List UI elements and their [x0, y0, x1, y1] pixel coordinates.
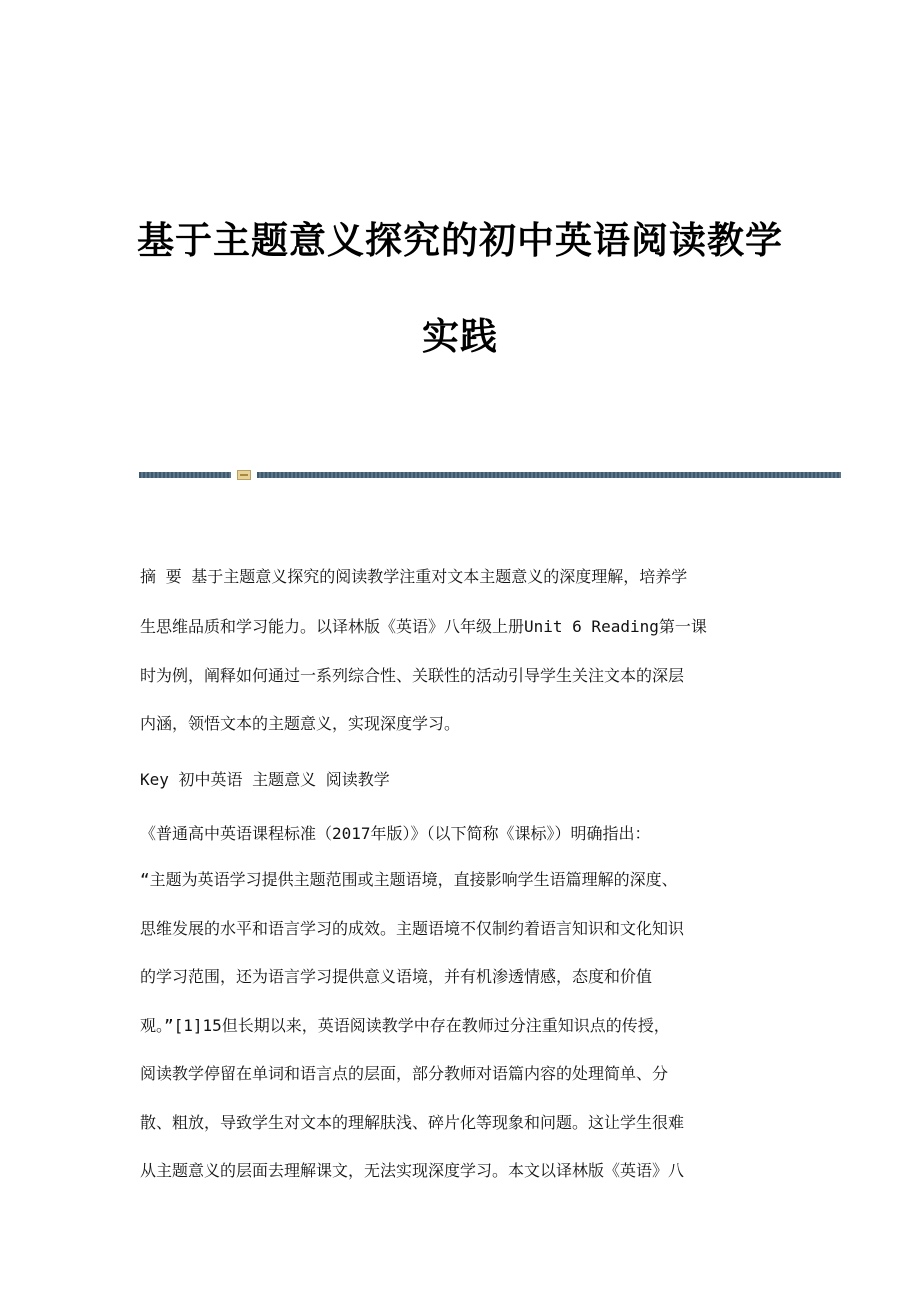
- abstract-line: 时为例，阐释如何通过一系列综合性、关联性的活动引导学生关注文本的深层: [140, 666, 685, 685]
- keywords-text: Key 初中英语 主题意义 阅读教学: [140, 770, 390, 789]
- divider-bar-left: [139, 472, 231, 478]
- abstract-line: 摘 要 基于主题意义探究的阅读教学注重对文本主题意义的深度理解，培养学: [140, 567, 688, 586]
- title-divider: [139, 469, 841, 481]
- body-line: 散、粗放，导致学生对文本的理解肤浅、碎片化等现象和问题。这让学生很难: [140, 1113, 685, 1132]
- body-line: 的学习范围，还为语言学习提供意义语境，并有机渗透情感，态度和价值: [140, 967, 653, 986]
- body-line: 阅读教学停留在单词和语言点的层面，部分教师对语篇内容的处理简单、分: [140, 1064, 669, 1083]
- body-line: 观。”[1]15但长期以来，英语阅读教学中存在教师过分注重知识点的传授，: [140, 1016, 670, 1035]
- abstract-line: 生思维品质和学习能力。以译林版《英语》八年级上册Unit 6 Reading第一课: [140, 617, 707, 636]
- body-line: “主题为英语学习提供主题范围或主题语境，直接影响学生语篇理解的深度、: [140, 870, 678, 889]
- document-title-line-2: 实践: [422, 314, 498, 358]
- divider-bar-right: [257, 472, 841, 478]
- document-title-line-1: 基于主题意义探究的初中英语阅读教学: [137, 218, 783, 262]
- body-line: 思维发展的水平和语言学习的成效。主题语境不仅制约着语言知识和文化知识: [140, 919, 685, 938]
- body-line: 从主题意义的层面去理解课文，无法实现深度学习。本文以译林版《英语》八: [140, 1161, 685, 1180]
- divider-ornament-icon: [237, 470, 251, 480]
- body-line: 《普通高中英语课程标准（2017年版）》（以下简称《课标》）明确指出：: [140, 824, 651, 843]
- abstract-line: 内涵，领悟文本的主题意义，实现深度学习。: [140, 714, 461, 733]
